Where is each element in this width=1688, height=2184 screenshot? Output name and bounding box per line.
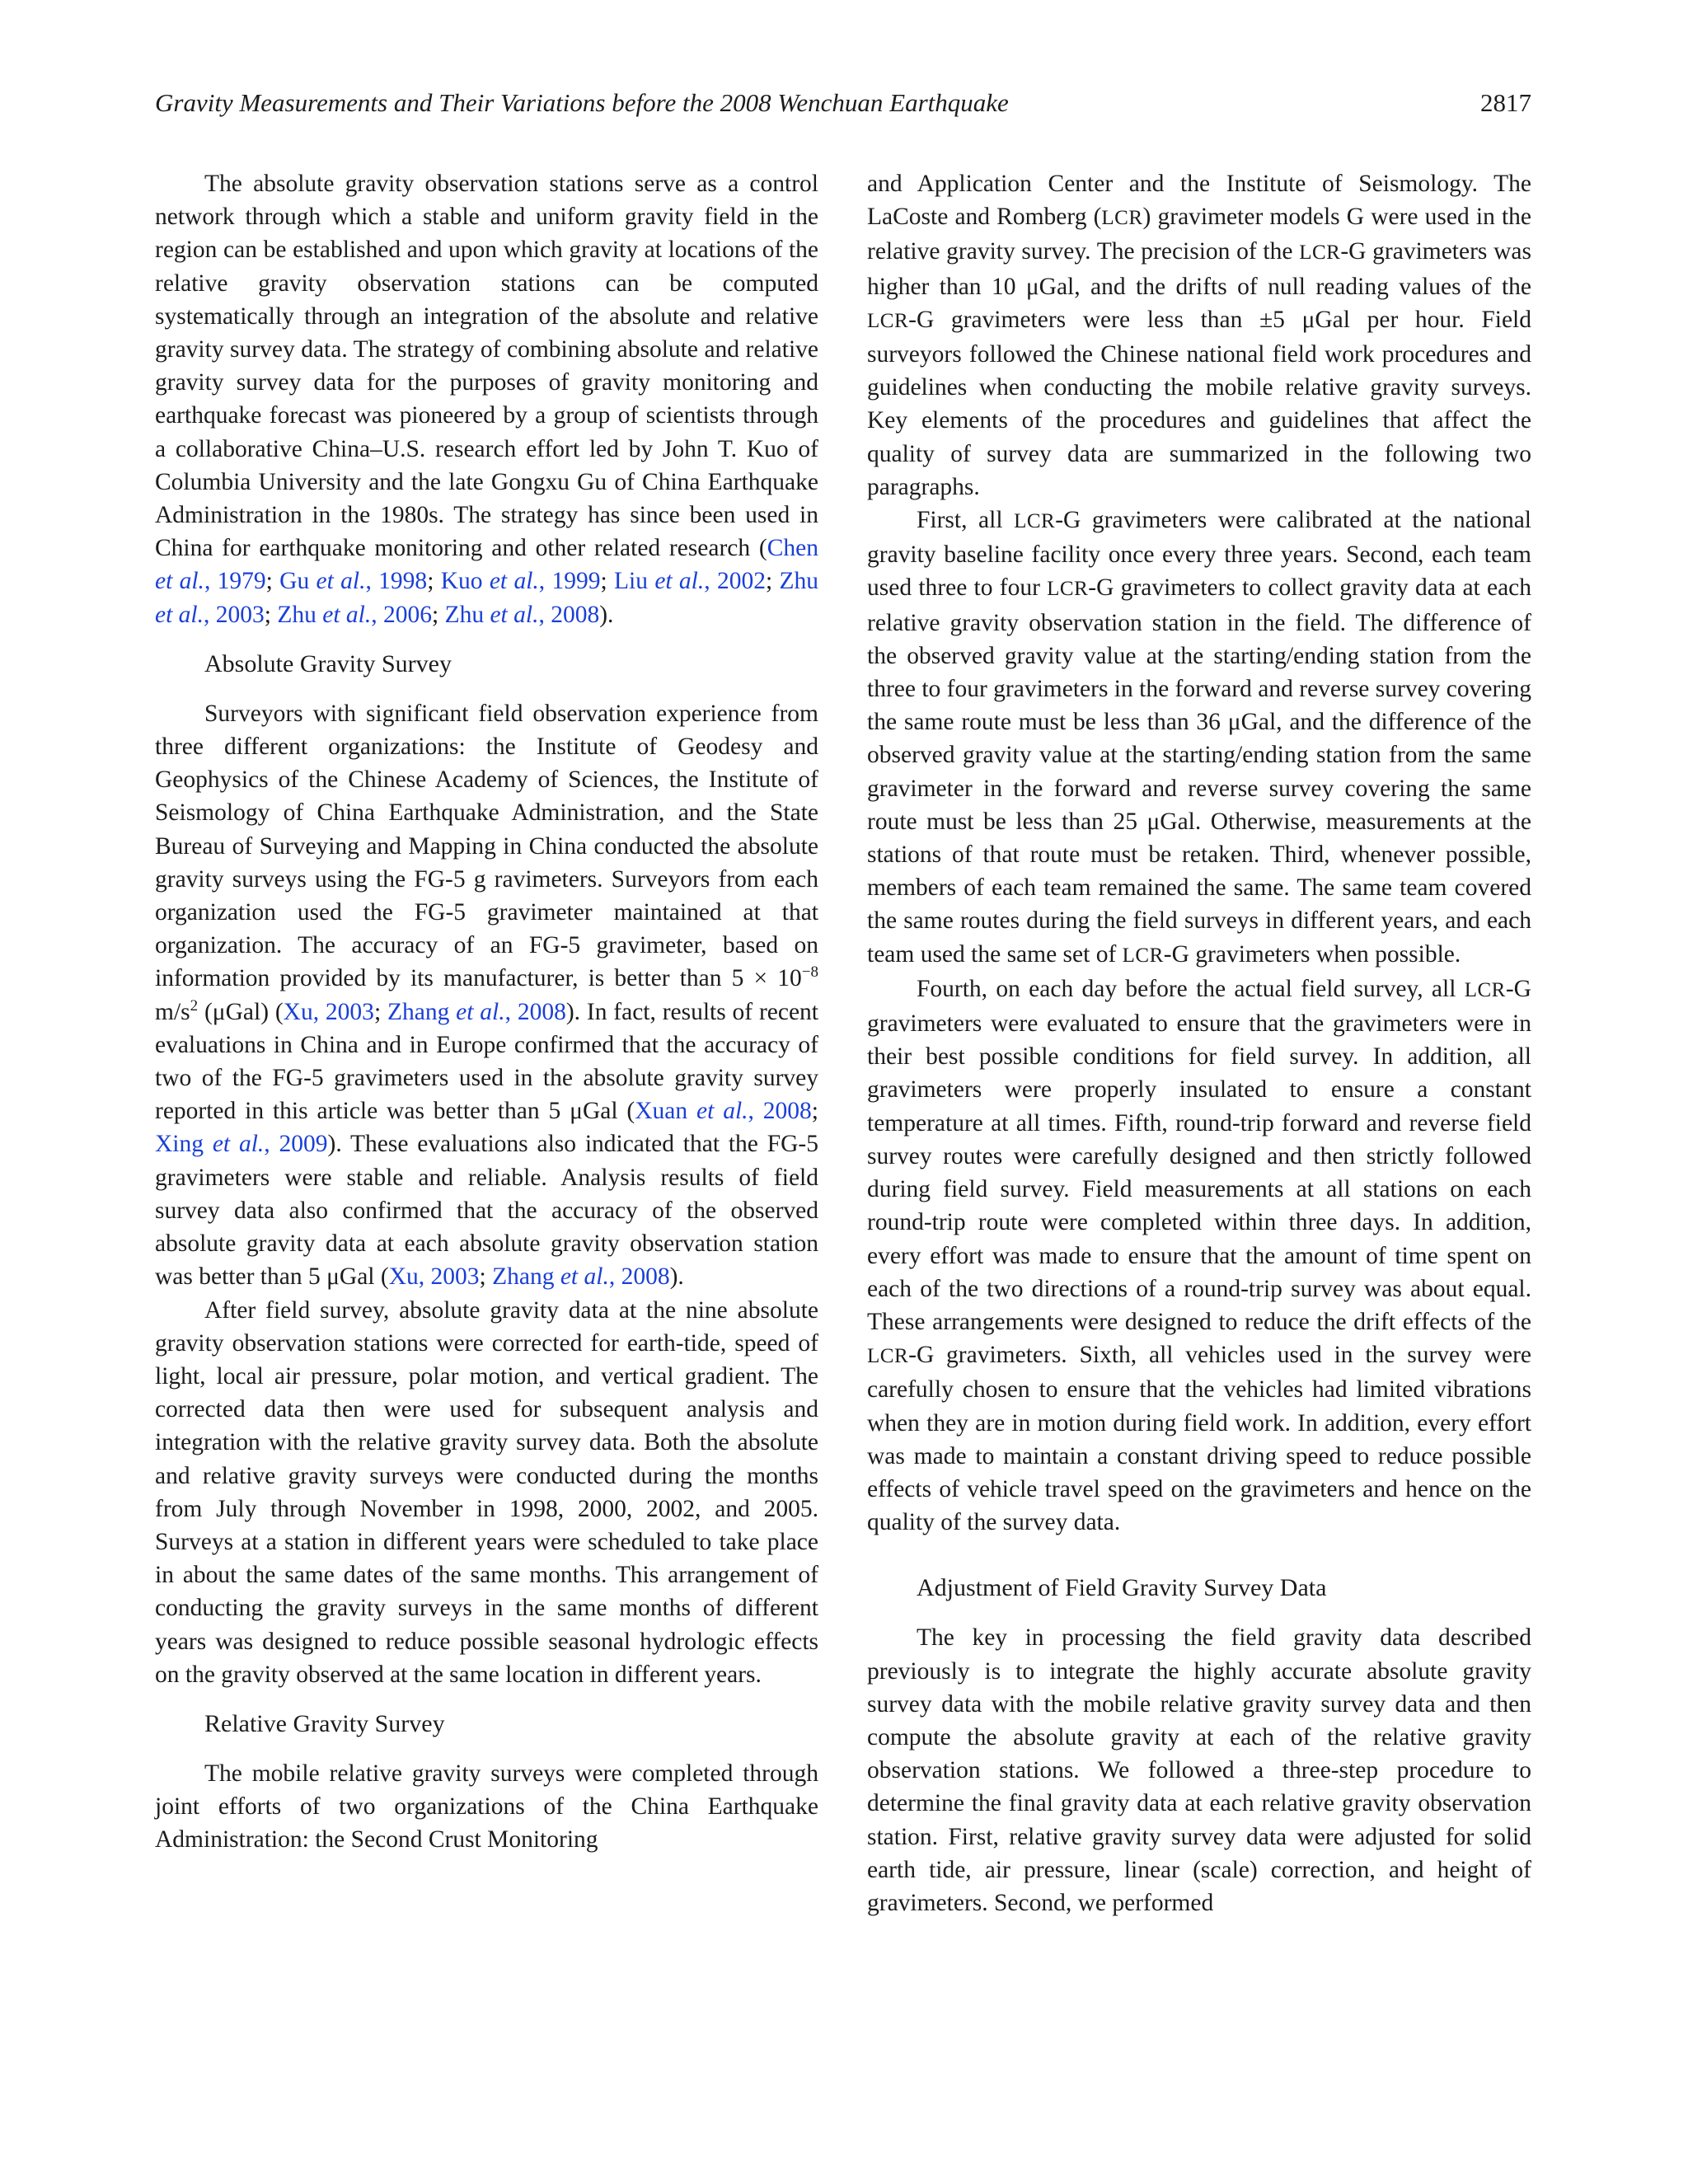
citation-liu-2002[interactable]: Liu et al., 2002 <box>614 568 766 595</box>
citation-kuo-1999[interactable]: Kuo et al., 1999 <box>440 568 601 595</box>
section-heading-relative-gravity-survey: Relative Gravity Survey <box>204 1709 445 1737</box>
paragraph-lcr-gravimeters: and Application Center and the Institute of Seismology. The LaCoste and Romberg (LCR) gravimeter models G were used in the relative gravity survey. The precision of the LCR-G gravimeters was higher than 10 μGal, and the drifts of null reading values of the LCR-G gravimeters were less than ±5 μGal per hour. Field surveyors followed the Chinese national field work procedures and guidelines when conducting the mobile relative gravity surveys. Key elements of the procedures and guidelines that affect the quality of survey data are summarized in the following two paragraphs. <box>867 171 1531 500</box>
paragraph-absolute-survey: Surveyors with significant field observation experience from three different organizations: the Institute of Geodesy and Geophysics of the Chinese Academy of Sciences, the Institute of Seismology of China Earthquake Administration, and the State Bureau of Surveying and Mapping in China conducted the absolute gravity surveys using the FG-5 g ravimeters. Surveyors from each organization used the FG-5 gravimeter maintained at that organization. The accuracy of an FG-5 gravimeter, based on information provided by its manufacturer, is better than $5 \times 10^{-8}$ $m/s^2$ (μGal) (Xu, 2003; Zhang et al., 2008). In fact, results of recent evaluations in China and in Europe confirmed that the accuracy of two of the FG-5 gravimeters used in the absolute gravity survey reported in this article was better than 5 μGal (Xuan et al., 2008; Xing et al., 2009). These evaluations also indicated that the FG-5 gravimeters were stable and reliable. Analysis results of field survey data also confirmed that the accuracy of the observed absolute gravity data at each absolute gravity observation station was better than 5 μGal (Xu, 2003; Zhang et al., 2008). <box>155 700 819 1291</box>
paragraph-field-procedures: Fourth, on each day before the actual field survey, all LCR-G gravimeters were evaluated to ensure that the gravimeters were in their best possible conditions for field survey. In addition, all gravimeters were properly insulated to ensure a constant temperature at all times. Fifth, round-trip forward and reverse field survey routes were carefully designed and then strictly followed during field survey. Field measurements at all stations on each round-trip route were completed within three days. In addition, every effort was made to ensure that the amount of time spent on each of the two directions of a round-trip survey was about equal. These arrangements were designed to reduce the drift effects of the LCR-G gravimeters. Sixth, all vehicles used in the survey were carefully chosen to ensure that the vehicles had limited vibrations when they are in motion during field work. In addition, every effort was made to maintain a constant driving speed to reduce possible effects of vehicle travel speed on the gravimeters and hence on the quality of the survey data. <box>867 975 1531 1536</box>
citation-xing-2009[interactable]: Xing et al., 2009 <box>155 1131 328 1158</box>
page-number: 2817 <box>1480 88 1531 117</box>
running-title: Gravity Measurements and Their Variations before the 2008 Wenchuan Earthquake <box>155 88 1009 117</box>
paragraph-calibration: First, all LCR-G gravimeters were calibrated at the national gravity baseline facility once every three years. Second, each team used three to four LCR-G gravimeters to collect gravity data at each relative gravity observation station in the field. The difference of the observed gravity value at the starting/ending station from the three to four gravimeters in the forward and reverse survey covering the same route must be less than 36 μGal, and the difference of the observed gravity value at the starting/ending station from the same gravimeter in the forward and reverse survey covering the same route must be less than 25 μGal. Otherwise, measurements at the stations of that route must be retaken. Third, whenever possible, members of each team remained the same. The same team covered the same routes during the field surveys in different years, and each team used the same set of LCR-G gravimeters when possible. <box>867 507 1532 968</box>
paragraph-data-processing: The key in processing the field gravity data described previously is to integrate the highly accurate absolute gravity survey data with the mobile relative gravity survey data and then compute the absolute gravity at each of the relative gravity observation stations. We followed a three-step procedure to determine the final gravity data at each relative gravity observation station. First, relative gravity survey data were adjusted for solid earth tide, air pressure, linear (scale) correction, and height of gravimeters. Second, we performed <box>867 1624 1531 1916</box>
paragraph-mobile-relative-surveys: The mobile relative gravity surveys were completed through joint efforts of two organizations of the China Earthquake Administration: the Second Crust Monitoring <box>155 1760 818 1854</box>
citation-xuan-2008[interactable]: Xuan et al., 2008 <box>635 1098 812 1125</box>
section-heading-adjustment: Adjustment of Field Gravity Survey Data <box>917 1574 1327 1602</box>
citation-zhang-2008[interactable]: Zhang et al., 2008 <box>387 998 566 1025</box>
right-column <box>867 167 1531 1919</box>
section-heading-absolute-gravity-survey: Absolute Gravity Survey <box>204 649 452 677</box>
citation-zhang-2008-second[interactable]: Zhang et al., 2008 <box>492 1263 670 1291</box>
citation-zhu-2003[interactable]: Zhu et al., 2003 <box>155 568 819 628</box>
citation-gu-1998[interactable]: Gu et al., 1998 <box>279 568 428 595</box>
running-header <box>155 82 1531 124</box>
paragraph-control-network: The absolute gravity observation stations serve as a control network through which a stable and uniform gravity field in the region can be established and upon which gravity at locations of the relative gravity observation stations can be computed systematically through an integration of the absolute and relative gravity survey data. The strategy of combining absolute and relative gravity survey data for the purposes of gravity monitoring and earthquake forecast was pioneered by a group of scientists through a collaborative China–U.S. research effort led by John T. Kuo of Columbia University and the late Gongxu Gu of China Earthquake Administration in the 1980s. The strategy has since been used in China for earthquake monitoring and other related research (Chen et al., 1979; Gu et al., 1998; Kuo et al., 1999; Liu et al., 2002; Zhu et al., 2003; Zhu et al., 2006; Zhu et al., 2008). <box>155 171 819 628</box>
citation-xu-2003-second[interactable]: Xu, 2003 <box>388 1263 480 1291</box>
citation-zhu-2008[interactable]: Zhu et al., 2008 <box>444 601 600 628</box>
left-column <box>155 167 818 1857</box>
citation-zhu-2006[interactable]: Zhu et al., 2006 <box>277 601 432 628</box>
paragraph-field-corrections: After field survey, absolute gravity data at the nine absolute gravity observation stations were corrected for earth-tide, speed of light, local air pressure, polar motion, and vertical gradient. The corrected data then were used for subsequent analysis and integration with the relative gravity survey data. Both the absolute and relative gravity surveys were conducted during the months from July through November in 1998, 2000, 2002, and 2005. Surveys at a station in different years were scheduled to take place in about the same dates of the same months. This arrangement of conducting the gravity surveys in the same months of different years was designed to reduce possible seasonal hydrologic effects on the gravity observed at the same location in different years. <box>155 1296 818 1688</box>
citation-chen-1979[interactable]: Chen et al., 1979 <box>155 535 818 595</box>
citation-xu-2003[interactable]: Xu, 2003 <box>283 998 374 1025</box>
